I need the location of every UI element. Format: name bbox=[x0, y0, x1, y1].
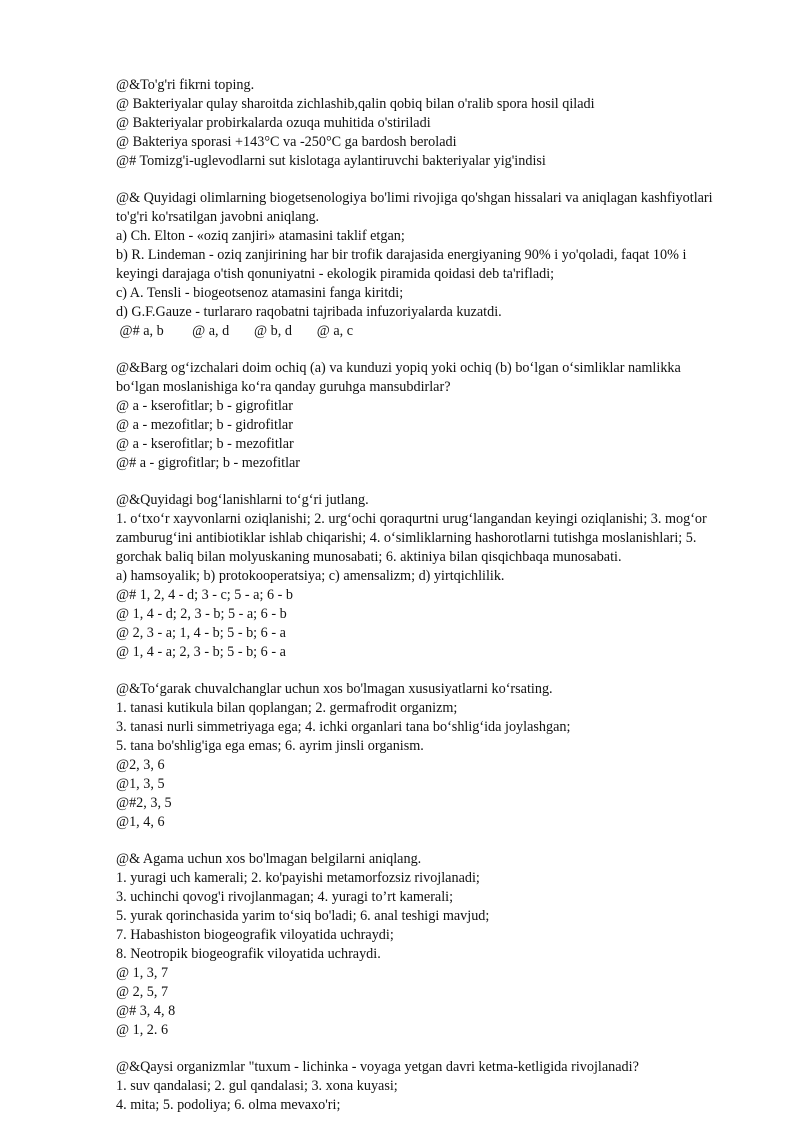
question-block-6 bbox=[116, 850, 746, 1040]
question-line: @& Quyidagi olimlarning biogetsenologiya bo'limi rivojiga qo'shgan hissalari va aniqlagan kashfiyotlari bbox=[116, 190, 713, 206]
statement-line: 7. Habashiston biogeografik viloyatida uchraydi; bbox=[116, 927, 394, 943]
answer-option: @ 2, 5, 7 bbox=[116, 984, 169, 1000]
statement-line: gorchak baliq bilan molyuskaning munosabati; 6. aktiniya bilan qisqichbaqa munosabati. bbox=[116, 549, 622, 565]
answer-option: @1, 3, 5 bbox=[116, 776, 165, 792]
statement-line: 3. tanasi nurli simmetriyaga ega; 4. ichki organlari tana boʻshligʻida joylashgan; bbox=[116, 719, 571, 735]
question-line: to'g'ri ko'rsatilgan javobni aniqlang. bbox=[116, 209, 320, 225]
statement-line: keyingi darajaga o'tish qonuniyatni - ekologik piramida qoidasi deb ta'rifladi; bbox=[116, 266, 555, 282]
statement-line: c) A. Tensli - biogeotsenoz atamasini fanga kiritdi; bbox=[116, 285, 404, 301]
question-line: @&To'g'ri fikrni toping. bbox=[116, 77, 255, 93]
answer-option: @2, 3, 6 bbox=[116, 757, 165, 773]
answer-options-row: @# a, b @ a, d @ b, d @ a, c bbox=[116, 323, 354, 339]
statement-line: 1. suv qandalasi; 2. gul qandalasi; 3. xona kuyasi; bbox=[116, 1078, 398, 1094]
statement-line: d) G.F.Gauze - turlararo raqobatni tajribada infuzoriyalarda kuzatdi. bbox=[116, 304, 502, 320]
question-line: boʻlgan moslanishiga koʻra qanday guruhga mansubdirlar? bbox=[116, 379, 451, 395]
answer-option: @ a - kserofitlar; b - gigrofitlar bbox=[116, 398, 293, 414]
statement-line: zamburugʻini antibiotiklar ishlab chiqarishi; 4. oʻsimliklarning hashorotlarni tutishga moslanishlari; 5. bbox=[116, 530, 697, 546]
answer-option-correct: @# a - gigrofitlar; b - mezofitlar bbox=[116, 455, 301, 471]
question-line: @&Barg ogʻizchalari doim ochiq (a) va kunduzi yopiq yoki ochiq (b) boʻlgan oʻsimliklar namlikka bbox=[116, 360, 681, 376]
statement-line: a) hamsoyalik; b) protokooperatsiya; c) amensalizm; d) yirtqichlilik. bbox=[116, 568, 505, 584]
answer-option: @ Bakteriya sporasi +143°C va -250°C ga bardosh beroladi bbox=[116, 134, 457, 150]
statement-line: 3. uchinchi qovog'i rivojlanmagan; 4. yuragi to’rt kamerali; bbox=[116, 889, 454, 905]
answer-option: @ a - mezofitlar; b - gidrofitlar bbox=[116, 417, 293, 433]
question-block-4 bbox=[116, 491, 746, 662]
answer-option: @ 1, 3, 7 bbox=[116, 965, 169, 981]
answer-option: @ 1, 4 - a; 2, 3 - b; 5 - b; 6 - a bbox=[116, 644, 286, 660]
statement-line: b) R. Lindeman - oziq zanjirining har bir trofik darajasida energiyaning 90% i yo'qoladi, faqat 10% i bbox=[116, 247, 687, 263]
question-line: @&Qaysi organizmlar "tuxum - lichinka - voyaga yetgan davri ketma-ketligida rivojlanadi? bbox=[116, 1059, 639, 1075]
statement-line: a) Ch. Elton - «oziq zanjiri» atamasini taklif etgan; bbox=[116, 228, 405, 244]
question-block-2 bbox=[116, 189, 746, 341]
answer-option: @1, 4, 6 bbox=[116, 814, 165, 830]
answer-option: @ Bakteriyalar qulay sharoitda zichlashib,qalin qobiq bilan o'ralib spora hosil qiladi bbox=[116, 96, 595, 112]
question-line: @&Quyidagi bogʻlanishlarni toʻgʻri jutlang. bbox=[116, 492, 369, 508]
answer-option-correct: @# 1, 2, 4 - d; 3 - c; 5 - a; 6 - b bbox=[116, 587, 293, 603]
answer-option-correct: @# Tomizg'i-uglevodlarni sut kislotaga aylantiruvchi bakteriyalar yig'indisi bbox=[116, 153, 546, 169]
question-line: @&Toʻgarak chuvalchanglar uchun xos bo'lmagan xususiyatlarni koʻrsating. bbox=[116, 681, 553, 697]
statement-line: 1. yuragi uch kamerali; 2. ko'payishi metamorfozsiz rivojlanadi; bbox=[116, 870, 480, 886]
answer-option-correct: @#2, 3, 5 bbox=[116, 795, 172, 811]
question-block-1 bbox=[116, 76, 746, 171]
statement-line: 1. tanasi kutikula bilan qoplangan; 2. germafrodit organizm; bbox=[116, 700, 458, 716]
document-page bbox=[116, 76, 746, 1133]
question-block-7 bbox=[116, 1058, 746, 1115]
statement-line: 8. Neotropik biogeografik viloyatida uchraydi. bbox=[116, 946, 381, 962]
answer-option: @ Bakteriyalar probirkalarda ozuqa muhitida o'stiriladi bbox=[116, 115, 431, 131]
answer-option: @ 1, 2. 6 bbox=[116, 1022, 169, 1038]
answer-option: @ 1, 4 - d; 2, 3 - b; 5 - a; 6 - b bbox=[116, 606, 287, 622]
question-block-5 bbox=[116, 680, 746, 832]
question-line: @& Agama uchun xos bo'lmagan belgilarni aniqlang. bbox=[116, 851, 422, 867]
statement-line: 5. tana bo'shlig'iga ega emas; 6. ayrim jinsli organism. bbox=[116, 738, 424, 754]
statement-line: 1. oʻtxoʻr xayvonlarni oziqlanishi; 2. urgʻochi qoraqurtni urugʻlangandan keyingi oziqlanishi; 3. mogʻor bbox=[116, 511, 707, 527]
answer-option-correct: @# 3, 4, 8 bbox=[116, 1003, 176, 1019]
question-block-3 bbox=[116, 359, 746, 473]
statement-line: 5. yurak qorinchasida yarim to‘siq bo'ladi; 6. anal teshigi mavjud; bbox=[116, 908, 490, 924]
answer-option: @ 2, 3 - a; 1, 4 - b; 5 - b; 6 - a bbox=[116, 625, 286, 641]
statement-line: 4. mita; 5. podoliya; 6. olma mevaxo'ri; bbox=[116, 1097, 341, 1113]
answer-option: @ a - kserofitlar; b - mezofitlar bbox=[116, 436, 294, 452]
